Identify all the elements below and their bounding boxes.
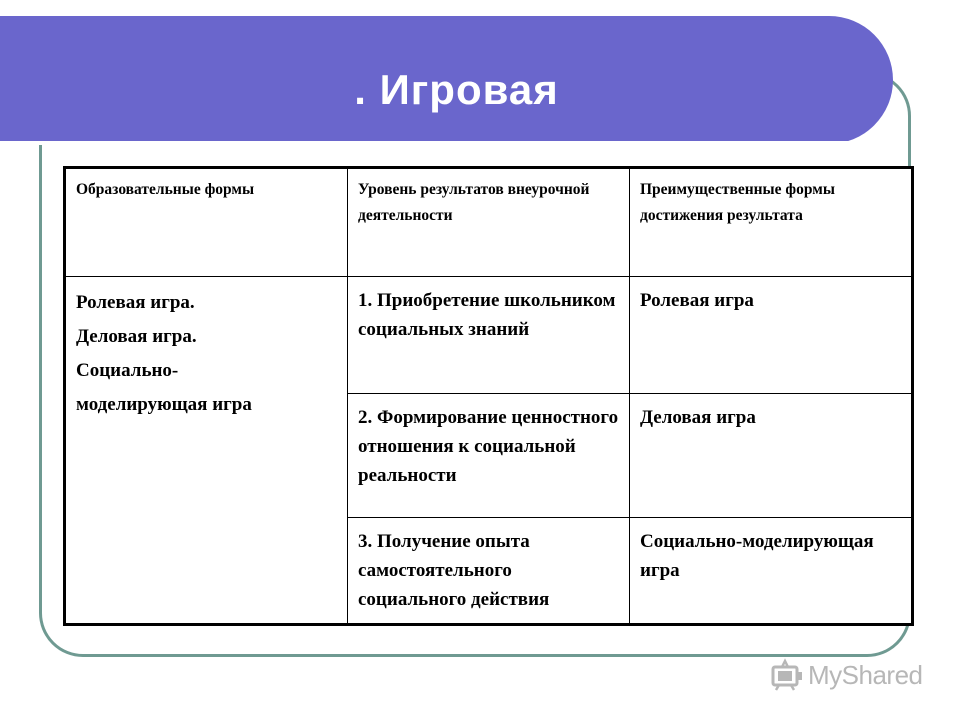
data-table: [63, 166, 914, 626]
result-form-cell: Ролевая игра: [630, 277, 913, 394]
title-band: [0, 16, 893, 144]
form-item: Социально-: [76, 360, 179, 381]
watermark-text: MyShared: [808, 659, 923, 690]
form-item: Ролевая игра.: [76, 292, 195, 313]
slide-title: . Игровая: [354, 66, 559, 113]
level-cell: 3. Получение опыта самостоятельного социального действия: [348, 518, 630, 625]
table-header-row: [65, 168, 913, 277]
title-underline: [0, 141, 848, 145]
myshared-logo-icon: [770, 658, 804, 692]
result-form-cell: Социально-моделирующая игра: [630, 518, 913, 625]
form-item: моделирующая игра: [76, 394, 252, 415]
table-row: [65, 277, 913, 394]
form-item: Деловая игра.: [76, 326, 197, 347]
result-form-cell: Деловая игра: [630, 394, 913, 518]
watermark: [770, 655, 950, 695]
forms-list-cell: [65, 277, 348, 625]
header-cell-level: Уровень результатов внеурочной деятельности: [348, 168, 630, 277]
header-cell-result-forms: Преимущественные формы достижения результата: [630, 168, 913, 277]
header-cell-forms: Образовательные формы: [65, 168, 348, 277]
level-cell: 1. Приобретение школьником социальных знаний: [348, 277, 630, 394]
level-cell: 2. Формирование ценностного отношения к социальной реальности: [348, 394, 630, 518]
